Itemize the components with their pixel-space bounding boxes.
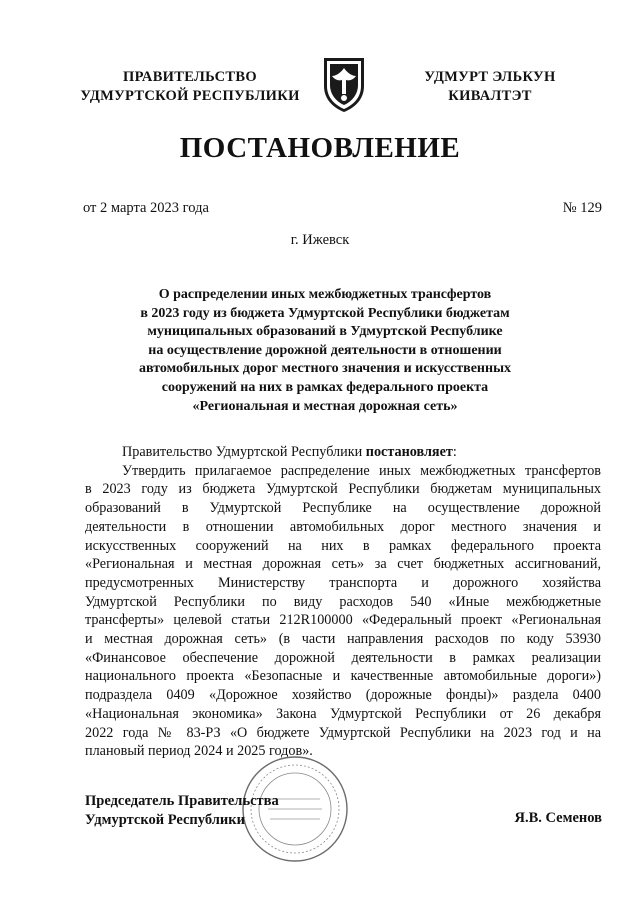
body-line: подраздела 0409 «Дорожное хозяйство (дорожные фонды)» раздела 0400 bbox=[85, 687, 601, 704]
body-line: «Региональная и местная дорожная сеть» за счет бюджетных ассигнований, bbox=[85, 556, 601, 573]
body-line: образований в Удмуртской Республике на осуществление дорожной bbox=[85, 500, 601, 517]
title-line: сооружений на них в рамках федерального проекта bbox=[161, 379, 489, 395]
document-type-heading: ПОСТАНОВЛЕНИЕ bbox=[179, 132, 461, 164]
header-right-line: КИВАЛТЭТ bbox=[448, 88, 532, 104]
header-right bbox=[390, 68, 590, 106]
header-right-line: УДМУРТ ЭЛЬКУН bbox=[424, 69, 556, 85]
body-line: Утвердить прилагаемое распределение иных межбюджетных трансфертов bbox=[122, 462, 601, 479]
header-left bbox=[70, 68, 310, 106]
title-line: автомобильных дорог местного значения и искусственных bbox=[139, 361, 511, 377]
title-line: О распределении иных межбюджетных трансфертов bbox=[158, 287, 492, 302]
document-number: № 129 bbox=[562, 200, 602, 216]
title-line: муниципальных образований в Удмуртской Республике bbox=[147, 324, 503, 340]
coat-of-arms-emblem bbox=[318, 54, 370, 114]
intro-colon: : bbox=[452, 444, 457, 460]
signatory-position bbox=[85, 792, 279, 830]
body-line: искусственных сооружений на них в рамках федерального проекта bbox=[85, 537, 601, 554]
signatory-position-line: Удмуртской Республики bbox=[85, 812, 245, 828]
body-line: национального проекта «Безопасные и качественные автомобильные дороги») bbox=[85, 668, 601, 685]
signatory-name: Я.В. Семенов bbox=[514, 810, 602, 826]
body-line: «Финансовое обеспечение дорожной деятельности в рамках реализации bbox=[85, 649, 601, 666]
body-intro bbox=[85, 443, 601, 462]
title-line: «Региональная и местная дорожная сеть» bbox=[192, 398, 458, 414]
document-city: г. Ижевск bbox=[290, 232, 350, 248]
body-line: 2022 года № 83-РЗ «О бюджете Удмуртской Республики на 2023 год и на bbox=[85, 724, 601, 741]
header-left-line: УДМУРТСКОЙ РЕСПУБЛИКИ bbox=[80, 88, 300, 104]
signatory-position-line: Председатель Правительства bbox=[85, 793, 279, 809]
body-line: деятельности в отношении автомобильных дорог местного значения и bbox=[85, 518, 601, 535]
body-line: плановый период 2024 и 2025 годов». bbox=[85, 743, 313, 760]
body-line: в 2023 году из бюджета Удмуртской Республики бюджетам муниципальных bbox=[85, 481, 601, 498]
body-line: предусмотренных Министерству транспорта и дорожного хозяйства bbox=[85, 574, 601, 591]
intro-text: Правительство Удмуртской Республики bbox=[122, 444, 366, 460]
intro-verb: постановляет bbox=[365, 444, 453, 460]
document-date: от 2 марта 2023 года bbox=[83, 200, 209, 216]
body-line: «Национальная экономика» Закона Удмуртской Республики от 26 декабря bbox=[85, 705, 601, 722]
body-line: Удмуртской Республики по виду расходов 540 «Иные межбюджетные bbox=[85, 593, 601, 610]
body-line: и местная дорожная сеть» (в части направления расходов по коду 53930 bbox=[85, 631, 601, 648]
document-title bbox=[110, 286, 540, 416]
body-line: трансферты» целевой статьи 212R100000 «Федеральный проект «Региональная bbox=[85, 612, 601, 629]
title-line: в 2023 году из бюджета Удмуртской Республики бюджетам bbox=[140, 305, 510, 321]
document-body bbox=[85, 443, 601, 761]
header-left-line: ПРАВИТЕЛЬСТВО bbox=[123, 69, 257, 85]
title-line: на осуществление дорожной деятельности в отношении bbox=[148, 342, 502, 358]
